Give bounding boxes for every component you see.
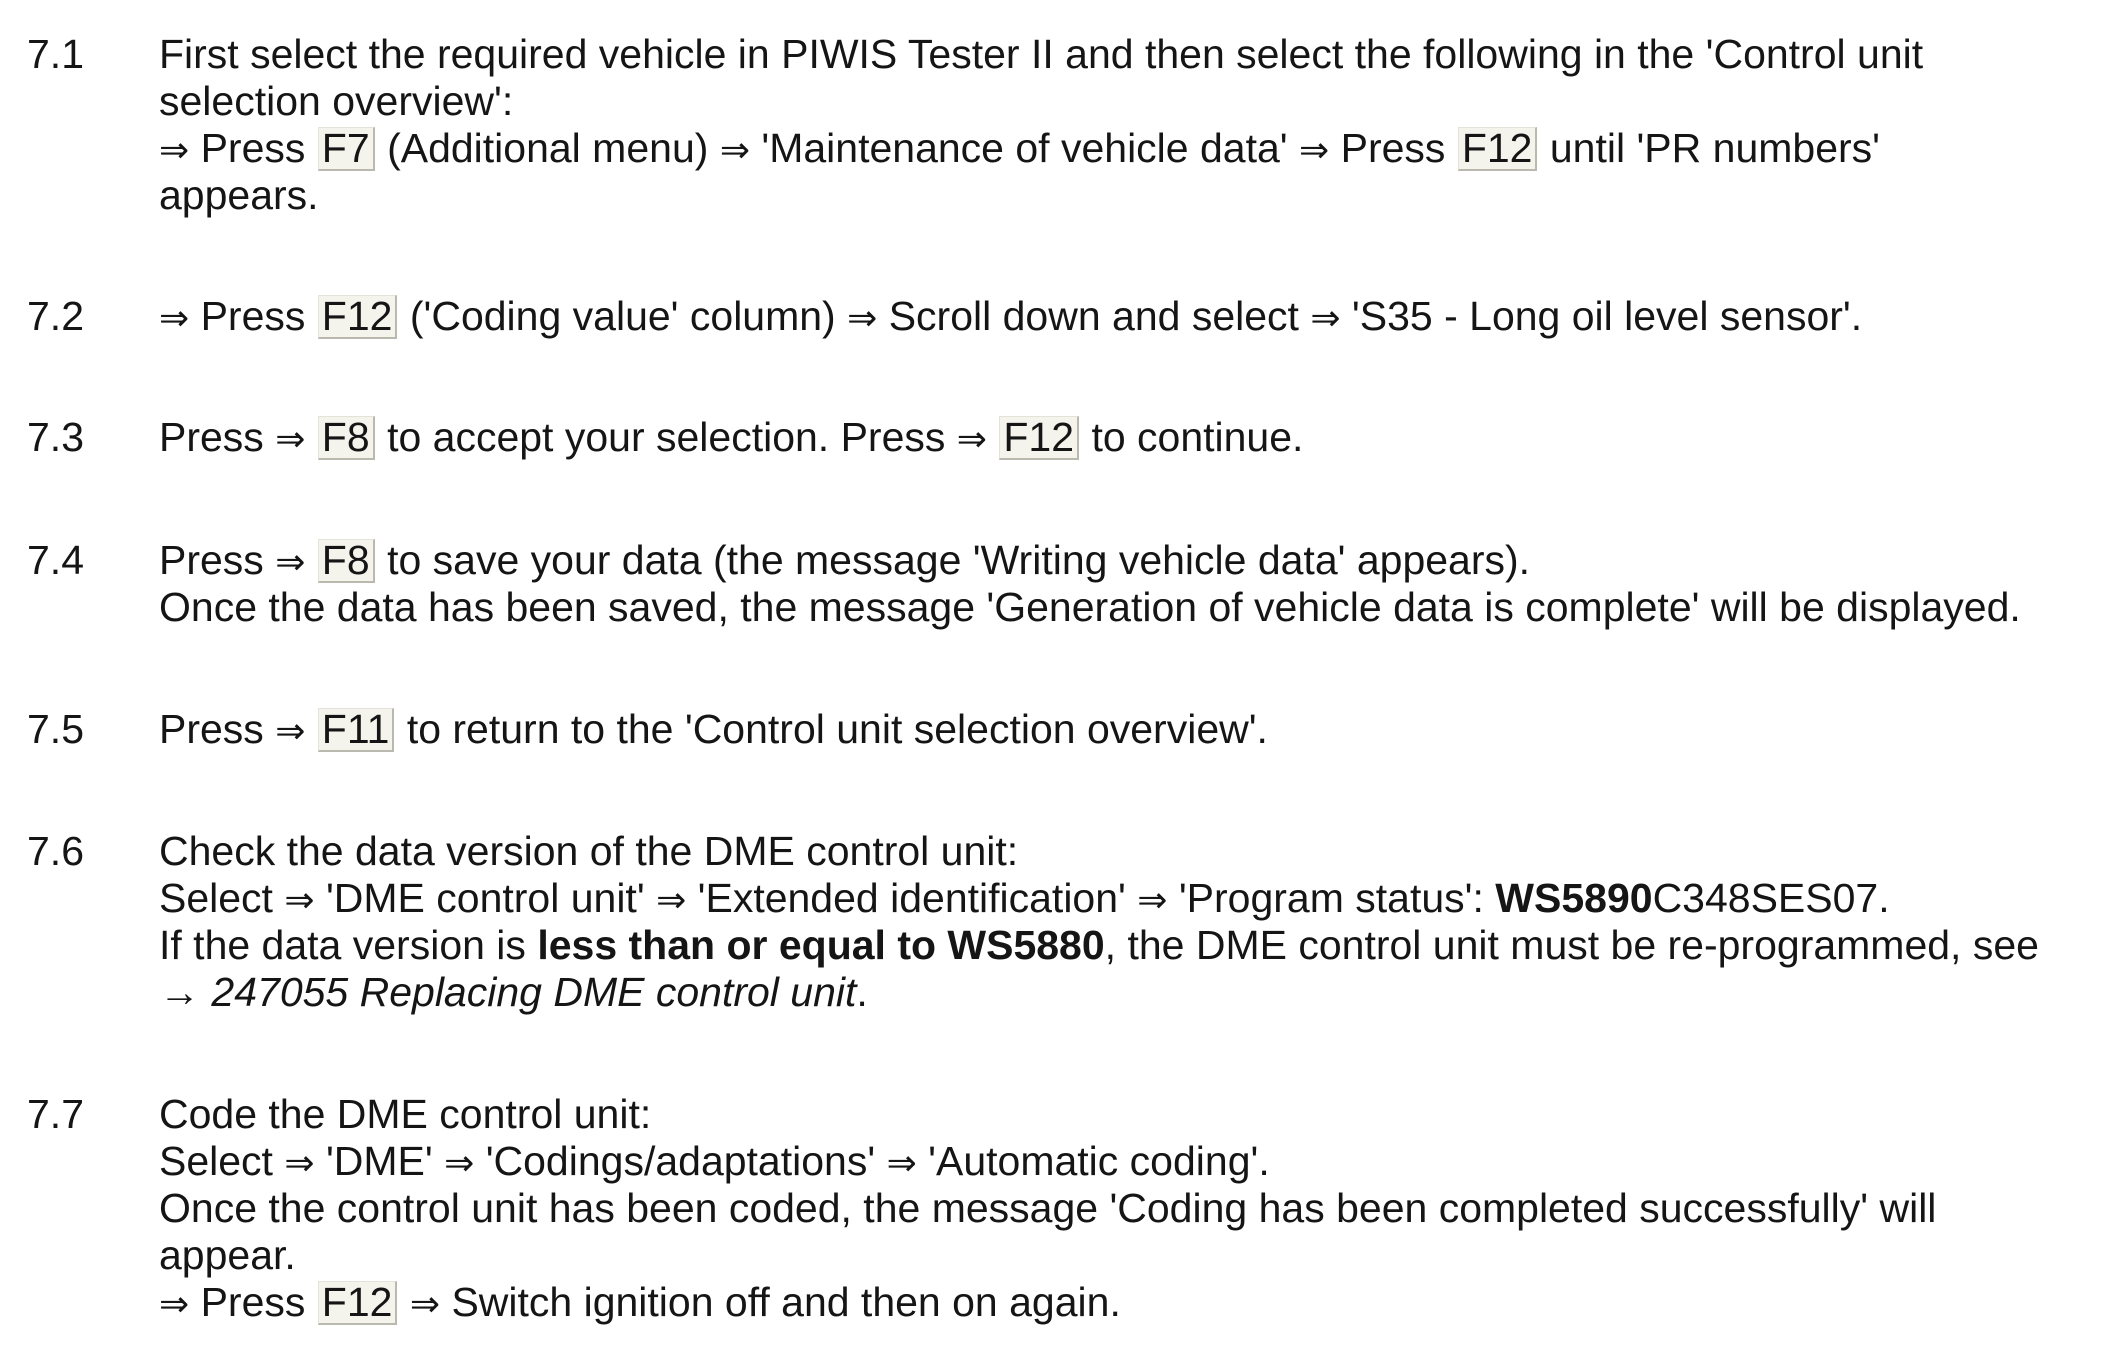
function-key-f7: F7 [318,127,375,171]
step-text [159,414,2105,461]
double-right-arrow-icon: ⇒ [656,880,687,921]
step-text: to continue. [1091,414,1304,460]
step-text: Scroll down and select [888,293,1299,339]
step-text: (Additional menu) [387,125,709,171]
step-text: Select [159,1138,273,1184]
step-text: Press [200,293,306,339]
step-text: selection overview': [159,78,514,124]
version-threshold: less than or equal to WS5880 [537,922,1105,968]
function-key-f11: F11 [318,708,395,752]
step-text: , the DME control unit must be re-programmed, see [1104,922,2039,968]
step-number: 7.2 [27,293,84,339]
double-right-arrow-icon: ⇒ [956,419,987,460]
step-text: 'DME' [325,1138,433,1184]
step-text: 'Maintenance of vehicle data' [761,125,1288,171]
step-text: appear. [159,1232,296,1278]
function-key-f12: F12 [1458,127,1538,171]
double-right-arrow-icon: ⇒ [409,1284,441,1325]
step-text: 'Extended identification' [697,875,1126,921]
step-body [159,1091,2105,1326]
step-text [159,125,2105,172]
step-text: Press [200,125,306,171]
function-key-f12: F12 [999,416,1079,460]
double-right-arrow-icon: ⇒ [284,1143,315,1184]
step-text: Once the data has been saved, the message 'Generation of vehicle data is complete' will be displayed. [159,584,2021,630]
double-right-arrow-icon: ⇒ [1137,880,1168,921]
step-text: to return to the 'Control unit selection overview'. [406,706,1268,752]
step-text [159,706,2105,753]
step-number: 7.7 [27,1091,84,1137]
step-text: Select [159,875,273,921]
function-key-f12: F12 [318,1281,398,1325]
double-right-arrow-icon: ⇒ [275,711,306,752]
step-text: 'Codings/adaptations' [485,1138,876,1184]
step-text: ('Coding value' column) [409,293,836,339]
double-right-arrow-icon: ⇒ [444,1143,475,1184]
step-text [159,922,2105,969]
program-status-version: WS5890 [1495,875,1653,921]
step-number: 7.1 [27,31,84,77]
cross-reference-link[interactable]: 247055 Replacing DME control unit [211,969,857,1015]
step-text: Switch ignition off and then on again. [451,1279,1121,1325]
step-text: . [856,969,868,1015]
step-body [159,31,2105,219]
double-right-arrow-icon: ⇒ [1299,130,1330,171]
step-body [159,706,2105,753]
right-arrow-icon: → [159,969,200,1015]
step-text: Check the data version of the DME control unit: [159,828,1019,874]
function-key-f8: F8 [318,539,375,583]
step-number: 7.5 [27,706,84,752]
step-body [159,537,2105,631]
double-right-arrow-icon: ⇒ [886,1143,917,1184]
step-text [159,969,2105,1016]
step-number: 7.4 [27,537,84,583]
function-key-f8: F8 [318,416,375,460]
step-text: 'Program status': [1178,875,1484,921]
double-right-arrow-icon: ⇒ [275,419,306,460]
double-right-arrow-icon: ⇒ [847,298,878,339]
step-number: 7.6 [27,828,84,874]
double-right-arrow-icon: ⇒ [284,880,315,921]
step-text: to accept your selection. Press [387,414,946,460]
step-body [159,828,2105,1016]
step-text: Press [159,414,264,460]
step-text: 'DME control unit' [325,875,645,921]
double-right-arrow-icon: ⇒ [275,542,306,583]
step-text: 'Automatic coding'. [928,1138,1270,1184]
step-text [159,1279,2105,1326]
step-text: to save your data (the message 'Writing vehicle data' appears). [387,537,1531,583]
step-text: Once the control unit has been coded, the message 'Coding has been completed successfully' will [159,1185,1937,1231]
double-right-arrow-icon: ⇒ [1310,298,1341,339]
program-status-suffix: C348SES07. [1652,875,1890,921]
step-text [159,293,2105,340]
step-text: Press [200,1279,306,1325]
function-key-f12: F12 [318,295,398,339]
double-right-arrow-icon: ⇒ [159,1284,190,1325]
step-text: appears. [159,172,319,218]
step-text: First select the required vehicle in PIWIS Tester II and then select the following in the 'Control unit [159,31,1924,77]
double-right-arrow-icon: ⇒ [719,130,750,171]
step-text: 'S35 - Long oil level sensor'. [1351,293,1863,339]
step-text [159,537,2105,584]
step-text: Press [1340,125,1446,171]
step-text: Press [159,537,264,583]
step-text: Code the DME control unit: [159,1091,652,1137]
step-body [159,293,2105,340]
step-text [159,875,2105,922]
step-text: Press [159,706,264,752]
step-body [159,414,2105,461]
step-text: until 'PR numbers' [1549,125,1880,171]
step-text [159,1138,2105,1185]
step-number: 7.3 [27,414,84,460]
double-right-arrow-icon: ⇒ [159,130,190,171]
step-text: If the data version is [159,922,526,968]
double-right-arrow-icon: ⇒ [159,298,190,339]
